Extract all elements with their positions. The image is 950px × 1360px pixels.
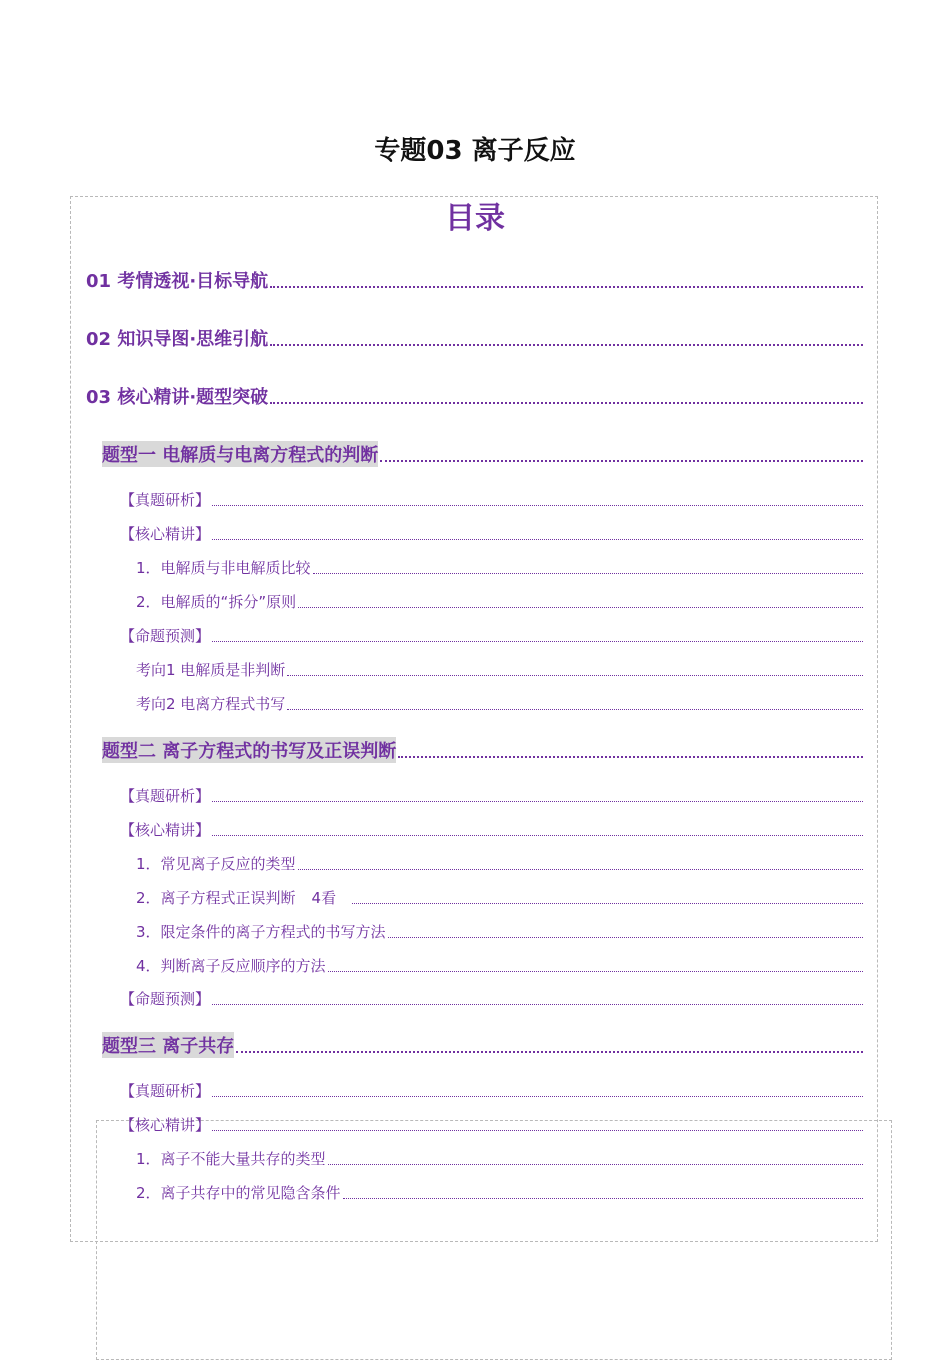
toc-entry-note: 4看	[311, 889, 337, 907]
dot-leader	[287, 708, 863, 710]
toc-entry-label: 2．离子方程式正误判断	[136, 889, 296, 907]
toc-entry-label: 2．电解质的“拆分”原则	[136, 593, 297, 611]
toc-entry-label: 题型三 离子共存	[102, 1032, 234, 1058]
dot-leader	[313, 572, 863, 574]
dot-leader	[212, 1095, 863, 1097]
toc-entry-label: 考向1 电解质是非判断	[136, 661, 286, 679]
dot-leader	[270, 285, 863, 288]
toc-entry-label: 【核心精讲】	[120, 525, 211, 543]
toc-entry-label: 题型一 电解质与电离方程式的判断	[102, 441, 378, 467]
dot-leader	[298, 606, 863, 608]
toc-entry-type2-zhenti[interactable]	[120, 785, 863, 806]
dot-leader	[270, 343, 863, 346]
toc-entry-label: 3．限定条件的离子方程式的书写方法	[136, 923, 386, 941]
toc-entry-type2-point3[interactable]	[136, 921, 863, 942]
toc-entry-label: 2．离子共存中的常见隐含条件	[136, 1184, 341, 1202]
toc-entry-label: 【真题研析】	[120, 491, 211, 509]
toc-entry-label: 1．常见离子反应的类型	[136, 855, 296, 873]
dot-leader	[380, 459, 863, 462]
document-title: 专题03 离子反应	[374, 136, 576, 166]
toc-entry-label: 【真题研析】	[120, 1082, 211, 1100]
toc-entry-type1[interactable]	[102, 441, 863, 467]
toc-entry-type1-zhenti[interactable]	[120, 489, 863, 510]
toc-entry-label: 题型二 离子方程式的书写及正误判断	[102, 737, 396, 763]
toc-heading: 目录	[445, 201, 505, 236]
toc-entry-core[interactable]	[86, 383, 863, 409]
toc-entry-type2-point1[interactable]	[136, 853, 863, 874]
dot-leader	[352, 902, 863, 904]
toc-entry-label: 03 核心精讲·题型突破	[86, 387, 269, 408]
dot-leader	[212, 504, 863, 506]
toc-entry-type1-point1[interactable]	[136, 557, 863, 578]
toc-entry-mindmap[interactable]	[86, 325, 863, 351]
toc-entry-type3-hexin[interactable]	[120, 1114, 863, 1135]
dot-leader	[212, 800, 863, 802]
toc-entry-label: 1．电解质与非电解质比较	[136, 559, 311, 577]
toc-entry-type2-point4[interactable]	[136, 955, 863, 976]
toc-entry-type1-yuce[interactable]	[120, 625, 863, 646]
dot-leader	[212, 640, 863, 642]
dot-leader	[298, 868, 863, 870]
toc-entry-label: 【命题预测】	[120, 627, 211, 645]
dot-leader	[212, 1003, 863, 1005]
toc-entry-label: 1．离子不能大量共存的类型	[136, 1150, 326, 1168]
toc-entry-label: 【真题研析】	[120, 787, 211, 805]
toc-entry-type2-yuce[interactable]	[120, 988, 863, 1009]
toc-entry-type2-hexin[interactable]	[120, 819, 863, 840]
dot-leader	[328, 970, 863, 972]
toc-entry-label: 4．判断离子反应顺序的方法	[136, 957, 326, 975]
toc-entry-type3[interactable]	[102, 1032, 863, 1058]
toc-entry-type2[interactable]	[102, 737, 863, 763]
dot-leader	[236, 1050, 863, 1053]
toc-entry-type1-hexin[interactable]	[120, 523, 863, 544]
toc-entry-label: 02 知识导图·思维引航	[86, 329, 269, 350]
dot-leader	[212, 834, 863, 836]
toc-entry-type3-zhenti[interactable]	[120, 1080, 863, 1101]
dot-leader	[287, 674, 863, 676]
dot-leader	[388, 936, 863, 938]
toc-entry-type1-point2[interactable]	[136, 591, 863, 612]
toc-entry-label: 考向2 电离方程式书写	[136, 695, 286, 713]
dot-leader	[398, 755, 863, 758]
toc-entry-label: 01 考情透视·目标导航	[86, 271, 269, 292]
toc-entry-label: 【核心精讲】	[120, 1116, 211, 1134]
dot-leader	[328, 1163, 863, 1165]
toc-entry-label: 【核心精讲】	[120, 821, 211, 839]
dot-leader	[270, 401, 863, 404]
dot-leader	[212, 538, 863, 540]
dot-leader	[343, 1197, 863, 1199]
toc-entry-type3-point1[interactable]	[136, 1148, 863, 1169]
toc-entry-label: 【命题预测】	[120, 990, 211, 1008]
toc-entry-type3-point2[interactable]	[136, 1182, 863, 1203]
toc-entry-type1-kaoxiang1[interactable]	[136, 659, 863, 680]
toc-entry-type1-kaoxiang2[interactable]	[136, 693, 863, 714]
dot-leader	[212, 1129, 863, 1131]
toc-entry-overview[interactable]	[86, 267, 863, 293]
toc-entry-type2-point2[interactable]	[136, 887, 863, 908]
